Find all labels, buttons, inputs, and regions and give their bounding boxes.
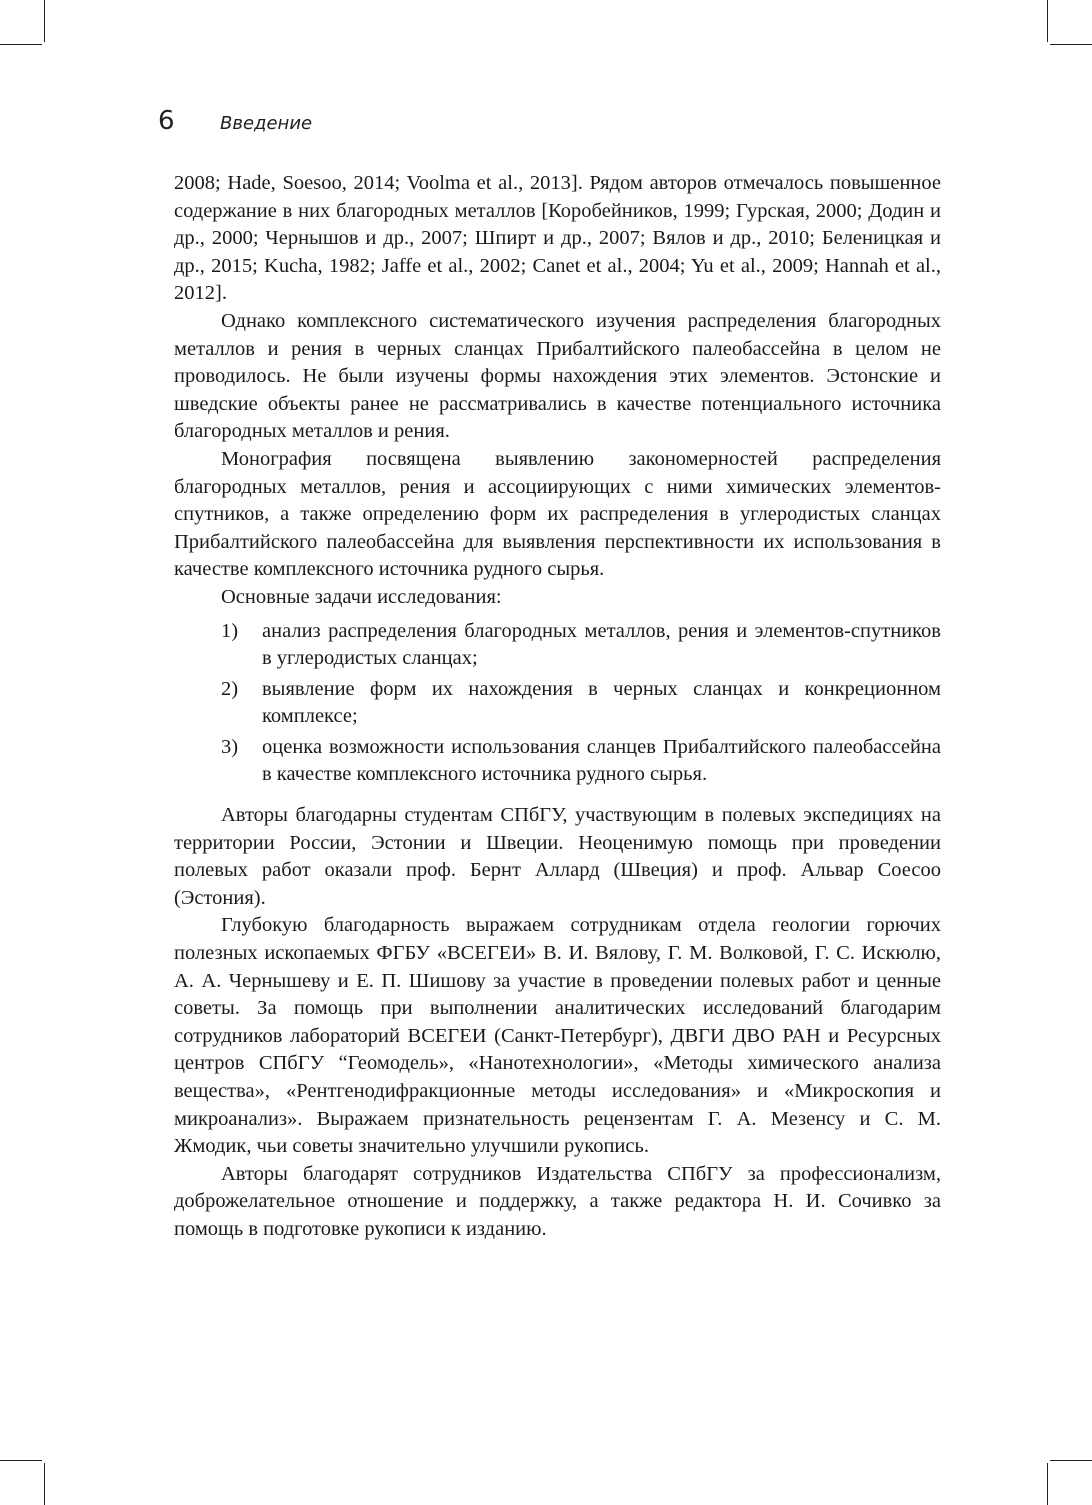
list-item-text: выявление форм их нахождения в черных сланцах и конкреционном комплексе; xyxy=(262,677,941,728)
list-item-number: 2) xyxy=(221,677,239,700)
crop-mark xyxy=(44,0,45,42)
crop-mark xyxy=(1047,1463,1048,1505)
list-item-number: 1) xyxy=(221,619,239,642)
list-item-number: 3) xyxy=(221,735,239,758)
crop-mark xyxy=(0,1460,42,1461)
paragraph: Авторы благодарят сотрудников Издательства СПбГУ за профессионализм, доброжелательное отношение и поддержку, а также редактора Н. И. Сочивко за помощь в подготовке рукописи к изданию. xyxy=(174,1162,941,1240)
crop-mark xyxy=(1050,1460,1092,1461)
paragraph: Однако комплексного систематического изучения распределения благородных металлов и рения в черных сланцах Прибалтийского палеобассейна в целом не проводилось. Не были изучены формы нахождения этих элементов. Эстонские и шведские объекты ранее не рассматривались в качестве потенциального источника благородных металлов и рения. xyxy=(174,309,941,443)
running-head xyxy=(158,106,312,146)
paragraph: Монография посвящена выявлению закономерностей распределения благородных металлов, рения и ассоциирующих с ними химических элементов-спутников, а также определению форм их распределения в углеродистых сланцах Прибалтийского палеобассейна для выявления перспективности их использования в качестве комплексного источника рудного сырья. xyxy=(174,447,941,581)
list-item xyxy=(174,734,941,789)
crop-mark xyxy=(0,44,42,45)
list-item-text: оценка возможности использования сланцев Прибалтийского палеобассейна в качестве комплексного источника рудного сырья. xyxy=(262,735,941,786)
paragraph: Основные задачи исследования: xyxy=(221,585,502,608)
list-item-text: анализ распределения благородных металлов, рения и элементов-спутников в углеродистых сланцах; xyxy=(262,619,941,670)
list-item xyxy=(174,676,941,731)
paragraph: Глубокую благодарность выражаем сотрудникам отдела геологии горючих полезных ископаемых ФГБУ «ВСЕГЕИ» В. И. Вялову, Г. М. Волковой, Г. С. Искюлю, А. А. Чернышеву и Е. П. Шишову за участие в проведении полевых работ и ценные советы. За помощь при выполнении аналитических исследований благодарим сотрудников лабораторий ВСЕГЕИ (Санкт-Петербург), ДВГИ ДВО РАН и Ресурсных центров СПбГУ “Геомодель», «Нанотехнологии», «Методы химического анализа вещества», «Рентгенодифракционные методы исследования» и «Микроскопия и микроанализ». Выражаем признательность рецензентам Г. А. Мезенсу и С. М. Жмодик, чьи советы значительно улучшили рукопись. xyxy=(174,914,941,1158)
paragraph: Авторы благодарны студентам СПбГУ, участвующим в полевых экспедициях на территории России, Эстонии и Швеции. Неоценимую помощь при проведении полевых работ оказали проф. Бернт Аллард (Швеция) и проф. Альвар Соесоо (Эстония). xyxy=(174,804,941,909)
crop-mark xyxy=(1047,0,1048,42)
paragraph: 2008; Hade, Soesoo, 2014; Voolma et al., 2013]. Рядом авторов отмечалось повышенное содержание в них благородных металлов [Коробейников, 1999; Гурская, 2000; Додин и др., 2000; Чернышов и др., 2007; Шпирт и др., 2007; Вялов и др., 2010; Беленицкая и др., 2015; Kucha, 1982; Jaffe et al., 2002; Canet et al., 2004; Yu et al., 2009; Hannah et al., 2012]. xyxy=(174,172,941,305)
crop-mark xyxy=(1050,44,1092,45)
crop-mark xyxy=(44,1463,45,1505)
page-number: 6 xyxy=(158,106,175,136)
body-text xyxy=(174,170,941,1244)
task-list xyxy=(174,618,941,790)
list-item xyxy=(174,618,941,673)
section-title: Введение xyxy=(220,113,313,134)
